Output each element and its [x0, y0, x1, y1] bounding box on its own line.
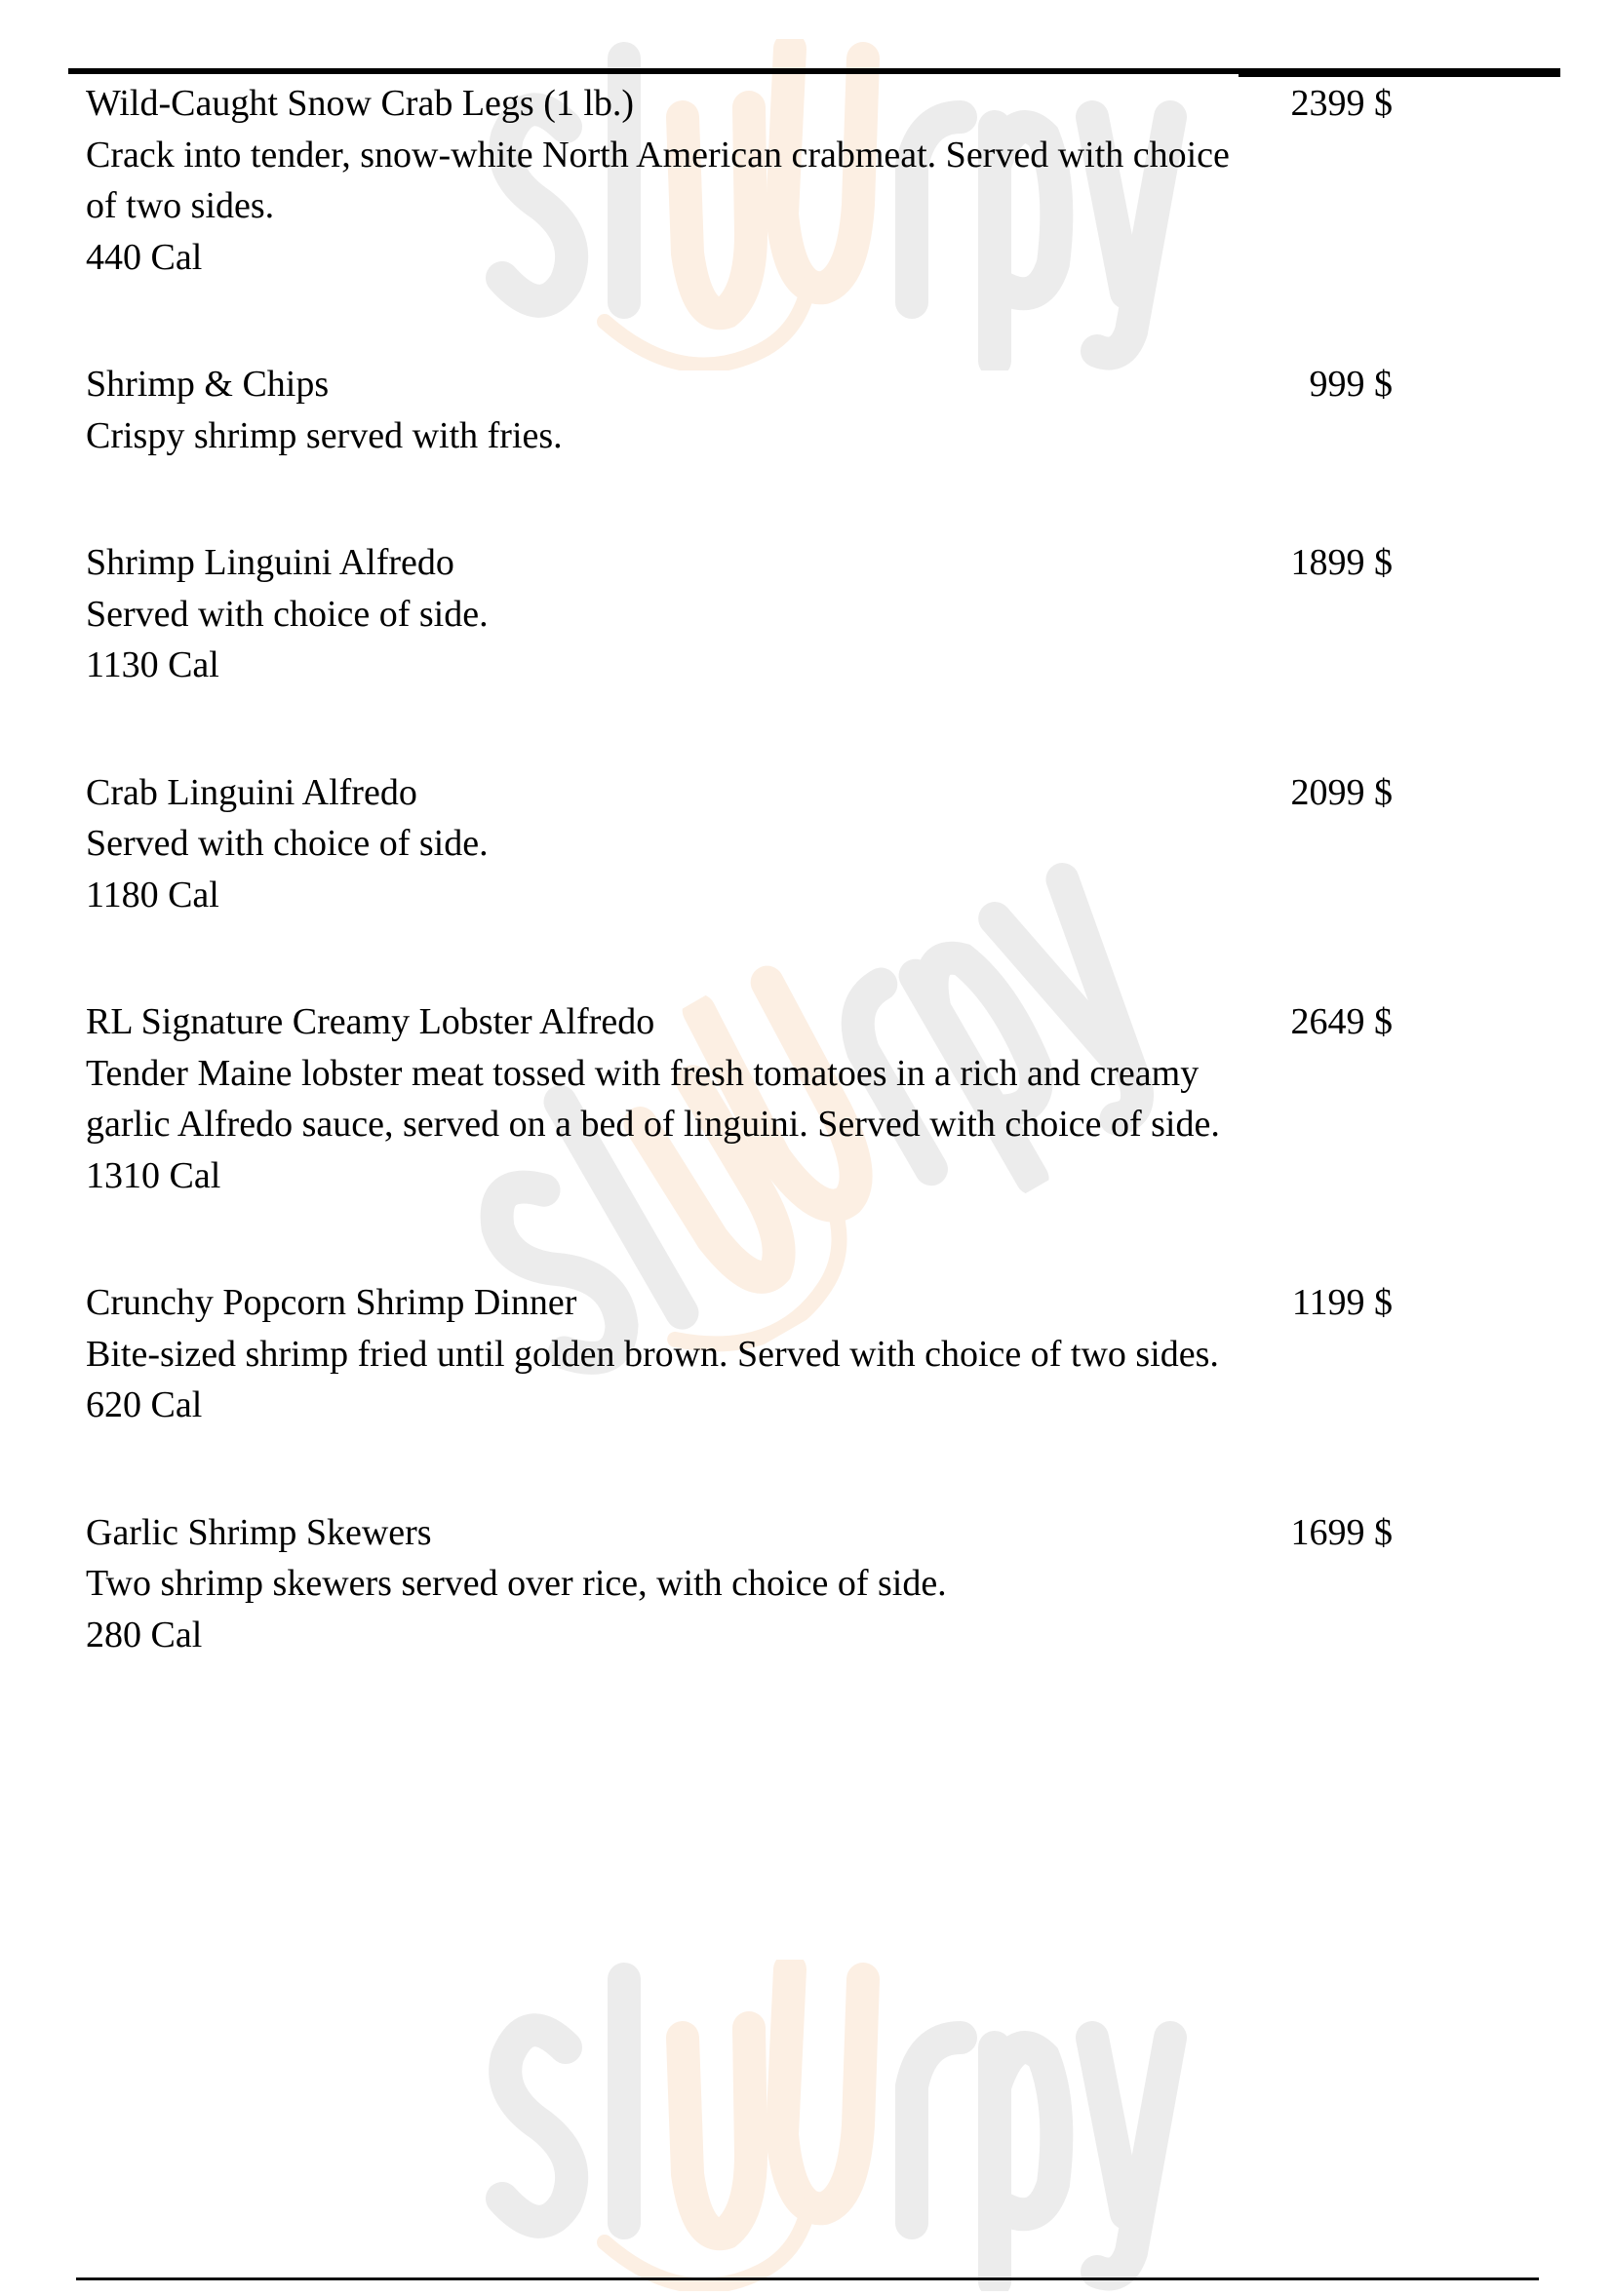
- item-price: 1199 $: [1291, 1282, 1393, 1323]
- item-description: Served with choice of side.: [86, 593, 489, 635]
- item-name: Wild-Caught Snow Crab Legs (1 lb.): [86, 83, 635, 124]
- item-price: 1699 $: [1290, 1511, 1393, 1553]
- menu-item: [86, 767, 1393, 921]
- item-name: Shrimp & Chips: [86, 364, 330, 405]
- top-divider: [68, 68, 1239, 74]
- item-calories: 1310 Cal: [86, 1154, 221, 1196]
- item-name: Garlic Shrimp Skewers: [86, 1511, 432, 1553]
- sluurpy-logo: [468, 1960, 1209, 2291]
- item-name: RL Signature Creamy Lobster Alfredo: [86, 1001, 655, 1042]
- item-name: Shrimp Linguini Alfredo: [86, 542, 454, 583]
- menu-item: [86, 537, 1393, 691]
- menu-list: [86, 78, 1393, 1736]
- item-description: Two shrimp skewers served over rice, with choice of side.: [86, 1563, 947, 1604]
- menu-item: [86, 78, 1393, 283]
- item-price: 2649 $: [1290, 1001, 1393, 1042]
- item-calories: 620 Cal: [86, 1384, 203, 1425]
- menu-item: [86, 996, 1393, 1201]
- menu-item: [86, 1507, 1393, 1661]
- item-name: Crab Linguini Alfredo: [86, 771, 417, 813]
- item-name: Crunchy Popcorn Shrimp Dinner: [86, 1282, 577, 1323]
- menu-item: [86, 359, 1393, 461]
- item-price: 999 $: [1309, 364, 1393, 405]
- item-calories: 440 Cal: [86, 236, 203, 278]
- item-description: Crack into tender, snow-white North American crabmeat. Served with choice of two sides.: [86, 134, 1230, 226]
- item-description: Served with choice of side.: [86, 823, 489, 864]
- item-description: Crispy shrimp served with fries.: [86, 414, 563, 456]
- watermark-logo-bottom: [468, 1960, 1209, 2291]
- top-divider-right: [1239, 68, 1560, 77]
- item-calories: 280 Cal: [86, 1614, 203, 1655]
- item-price: 1899 $: [1290, 542, 1393, 583]
- item-price: 2099 $: [1290, 771, 1393, 813]
- item-description: Tender Maine lobster meat tossed with fresh tomatoes in a rich and creamy garlic Alfredo sauce, served on a bed of linguini. Served with choice of side.: [86, 1052, 1220, 1145]
- item-calories: 1130 Cal: [86, 644, 219, 685]
- menu-item: [86, 1277, 1393, 1431]
- item-calories: 1180 Cal: [86, 874, 219, 915]
- item-description: Bite-sized shrimp fried until golden brown. Served with choice of two sides.: [86, 1333, 1219, 1375]
- item-price: 2399 $: [1290, 83, 1393, 124]
